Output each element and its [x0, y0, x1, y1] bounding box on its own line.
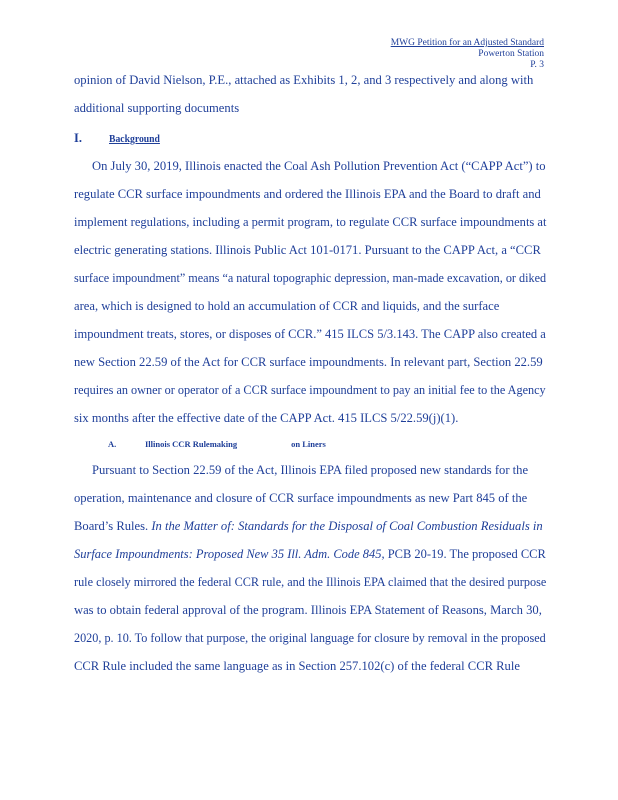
section-heading	[74, 130, 182, 147]
subsection-heading	[108, 438, 326, 450]
section-title: Background	[109, 133, 160, 145]
body-text-line: 2020, p. 10. To follow that purpose, the original language for closure by removal in the proposed	[74, 631, 546, 645]
body-text-line: impoundment treats, stores, or disposes of CCR.” 415 ILCS 5/3.143. The CAPP also created a	[74, 327, 546, 341]
body-text-line: requires an owner or operator of a CCR surface impoundment to pay an initial fee to the Agency	[74, 383, 546, 397]
subsection-title: Illinois CCR Rulemaking	[145, 439, 238, 449]
subsection-title-end: on Liners	[291, 439, 326, 449]
section-number: I.	[74, 131, 82, 145]
body-text-line: opinion of David Nielson, P.E., attached as Exhibits 1, 2, and 3 respectively and along with	[74, 73, 534, 87]
case-citation-italic: Surface Impoundments: Proposed New 35 Ill. Adm. Code 845,	[74, 547, 385, 561]
body-text-line: On July 30, 2019, Illinois enacted the Coal Ash Pollution Prevention Act (“CAPP Act”) to	[92, 159, 546, 173]
text-run: Board’s Rules.	[74, 519, 149, 533]
body-text-line: CCR Rule included the same language as in Section 257.102(c) of the federal CCR Rule	[74, 659, 520, 673]
body-text-line	[74, 546, 546, 562]
body-text-line: area, which is designed to hold an accumulation of CCR and liquids, and the surface	[74, 299, 500, 313]
body-text-line	[74, 518, 543, 534]
body-text-line: rule closely mirrored the federal CCR rule, and the Illinois EPA claimed that the desired purpose	[74, 575, 547, 589]
body-text-line: regulate CCR surface impoundments and ordered the Illinois EPA and the Board to draft and	[74, 187, 541, 201]
body-text-line: six months after the effective date of the CAPP Act. 415 ILCS 5/22.59(j)(1).	[74, 411, 459, 425]
text-run: PCB 20-19. The proposed CCR	[387, 547, 546, 561]
body-text-line: implement regulations, including a permit program, to regulate CCR surface impoundments at	[74, 215, 547, 229]
body-text-line: electric generating stations. Illinois Public Act 101-0171. Pursuant to the CAPP Act, a “CCR	[74, 243, 541, 257]
body-text-line: Pursuant to Section 22.59 of the Act, Illinois EPA filed proposed new standards for the	[92, 463, 529, 477]
header-station-name: Powerton Station	[478, 49, 544, 59]
body-text-line: new Section 22.59 of the Act for CCR surface impoundments. In relevant part, Section 22.59	[74, 355, 543, 369]
header-petition-title: MWG Petition for an Adjusted Standard	[390, 38, 544, 48]
body-text-line: was to obtain federal approval of the program. Illinois EPA Statement of Reasons, March 30,	[74, 603, 542, 617]
subsection-letter: A.	[108, 439, 117, 449]
header-page-number: P. 3	[530, 60, 544, 70]
body-text-line: operation, maintenance and closure of CCR surface impoundments as new Part 845 of the	[74, 491, 528, 505]
case-citation-italic: In the Matter of: Standards for the Disposal of Coal Combustion Residuals in	[151, 519, 543, 533]
body-text-line: surface impoundment” means “a natural topographic depression, man-made excavation, or diked	[74, 271, 547, 285]
body-text-line: additional supporting documents	[74, 101, 240, 115]
